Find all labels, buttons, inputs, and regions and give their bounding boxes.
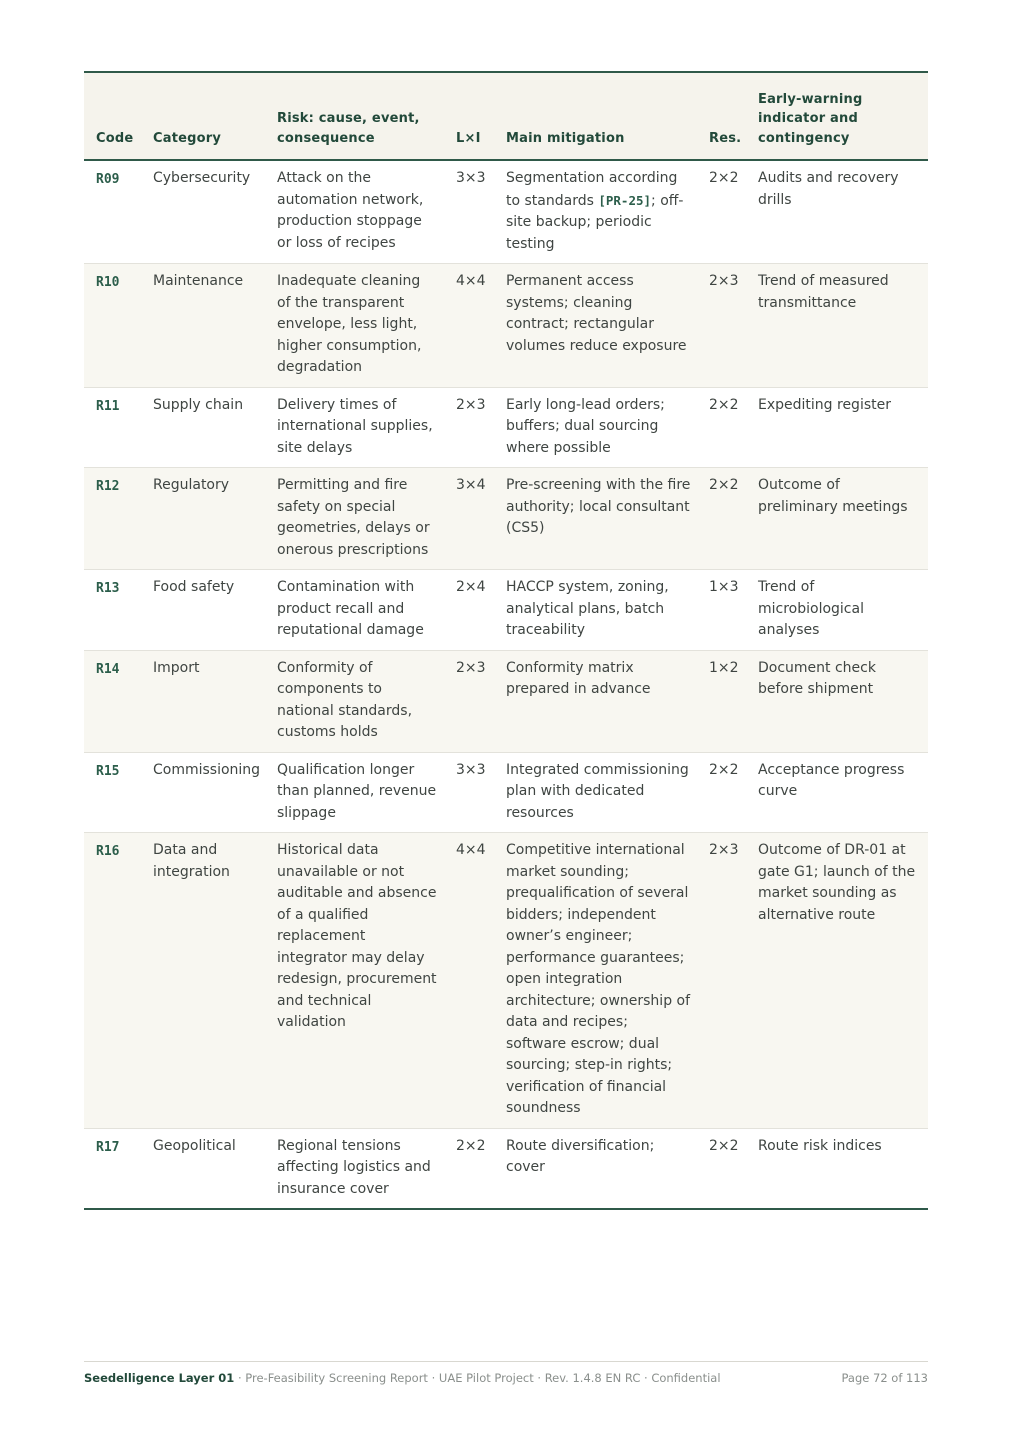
main-mitigation: Early long-lead orders; buffers; dual sourcing where possible <box>506 396 665 456</box>
reference-link[interactable]: [PR-25] <box>598 192 652 208</box>
table-row <box>84 752 928 833</box>
table-header <box>84 72 928 160</box>
likelihood-impact: 2×2 <box>456 1137 486 1154</box>
risk-category: Data and integration <box>153 842 230 880</box>
risk-code: R14 <box>96 661 120 677</box>
risk-category: Maintenance <box>153 273 244 289</box>
residual-rating: 2×2 <box>709 477 739 493</box>
likelihood-impact: 3×3 <box>456 761 486 778</box>
risk-code: R10 <box>96 275 120 290</box>
risk-category: Geopolitical <box>153 1137 236 1154</box>
likelihood-impact: 4×4 <box>456 842 486 858</box>
early-warning-indicator: Audits and recovery drills <box>758 170 899 208</box>
risk-code: R16 <box>96 844 120 859</box>
main-mitigation: Competitive international market sounding; prequalification of several bidders; independent owner’s engineer; performance guarantees; open integration architecture; ownership of data and recipes; software escrow; dual sourcing; step-in rights; verification of financial soundness <box>506 842 691 1116</box>
table-row <box>84 650 928 752</box>
risk-code: R12 <box>96 479 120 494</box>
header-residual: Res. <box>709 130 742 146</box>
header-mitigation: Main mitigation <box>506 130 625 146</box>
footer-document-info <box>84 1371 721 1385</box>
mitigation-text: ; off-site backup; periodic testing <box>506 192 684 252</box>
risk-category: Commissioning <box>153 761 261 778</box>
early-warning-indicator: Acceptance progress curve <box>758 761 905 799</box>
risk-description: Regional tensions affecting logistics and insurance cover <box>277 1137 431 1197</box>
table-body <box>84 160 928 1209</box>
footer-brand: Seedelligence Layer 01 <box>84 1371 235 1385</box>
risk-category: Food safety <box>153 579 235 595</box>
likelihood-impact: 2×3 <box>456 659 486 676</box>
residual-rating: 2×3 <box>709 273 739 289</box>
likelihood-impact: 2×3 <box>456 396 486 413</box>
likelihood-impact: 3×3 <box>456 170 486 186</box>
early-warning-indicator: Outcome of preliminary meetings <box>758 477 908 515</box>
likelihood-impact: 3×4 <box>456 477 486 493</box>
table-row <box>84 160 928 264</box>
header-code: Code <box>96 130 134 146</box>
residual-rating: 1×3 <box>709 579 739 595</box>
early-warning-indicator: Route risk indices <box>758 1137 882 1154</box>
main-mitigation: Conformity matrix prepared in advance <box>506 659 651 697</box>
early-warning-indicator: Trend of microbiological analyses <box>758 579 864 638</box>
early-warning-indicator: Outcome of DR-01 at gate G1; launch of the market sounding as alternative route <box>758 842 916 923</box>
early-warning-indicator: Trend of measured transmittance <box>758 273 889 311</box>
main-mitigation: Route diversification; cover <box>506 1137 655 1175</box>
footer-details: · Pre-Feasibility Screening Report · UAE Pilot Project · Rev. 1.4.8 EN RC · Confidential <box>234 1371 721 1385</box>
main-mitigation: HACCP system, zoning, analytical plans, batch traceability <box>506 579 669 638</box>
page-footer <box>84 1361 928 1385</box>
header-category: Category <box>153 130 222 146</box>
risk-description: Conformity of components to national standards, customs holds <box>277 659 413 740</box>
risk-description: Permitting and fire safety on special geometries, delays or onerous prescriptions <box>277 477 430 558</box>
header-indicator: Early-warning indicator and contingency <box>758 91 863 146</box>
main-mitigation: Permanent access systems; cleaning contract; rectangular volumes reduce exposure <box>506 273 687 354</box>
risk-category: Cybersecurity <box>153 170 251 186</box>
risk-description: Qualification longer than planned, revenue slippage <box>277 761 437 821</box>
main-mitigation: Integrated commissioning plan with dedicated resources <box>506 761 689 821</box>
risk-category: Supply chain <box>153 396 244 413</box>
table-row <box>84 387 928 468</box>
risk-description: Contamination with product recall and reputational damage <box>277 579 424 638</box>
table-row <box>84 264 928 388</box>
header-likelihood-impact: L×I <box>456 130 481 146</box>
residual-rating: 2×2 <box>709 170 739 186</box>
residual-rating: 2×2 <box>709 396 739 413</box>
risk-code: R13 <box>96 581 120 596</box>
residual-rating: 2×3 <box>709 842 739 858</box>
risk-description: Delivery times of international supplies, site delays <box>277 396 433 456</box>
risk-description: Attack on the automation network, production stoppage or loss of recipes <box>277 170 424 251</box>
main-mitigation: Pre-screening with the fire authority; local consultant (CS5) <box>506 477 691 536</box>
early-warning-indicator: Expediting register <box>758 396 891 413</box>
risk-description: Inadequate cleaning of the transparent envelope, less light, higher consumption, degradation <box>277 273 422 375</box>
risk-code: R17 <box>96 1139 120 1155</box>
risk-description: Historical data unavailable or not auditable and absence of a qualified replacement integrator may delay redesign, procurement and technical validation <box>277 842 437 1030</box>
risk-code: R15 <box>96 763 120 779</box>
risk-register-table <box>84 71 928 1210</box>
mitigation-text: Segmentation according to standards <box>506 170 678 209</box>
document-page <box>84 71 928 1210</box>
residual-rating: 2×2 <box>709 761 739 778</box>
risk-code: R11 <box>96 398 120 414</box>
risk-code: R09 <box>96 172 120 187</box>
risk-category: Import <box>153 659 200 676</box>
likelihood-impact: 2×4 <box>456 579 486 595</box>
table-row <box>84 833 928 1129</box>
residual-rating: 1×2 <box>709 659 739 676</box>
header-risk: Risk: cause, event, consequence <box>277 111 420 146</box>
risk-category: Regulatory <box>153 477 230 493</box>
main-mitigation <box>494 160 697 264</box>
likelihood-impact: 4×4 <box>456 273 486 289</box>
page-number: Page 72 of 113 <box>841 1371 928 1385</box>
table-row <box>84 1128 928 1209</box>
early-warning-indicator: Document check before shipment <box>758 659 876 697</box>
table-row <box>84 468 928 570</box>
table-row <box>84 570 928 651</box>
residual-rating: 2×2 <box>709 1137 739 1154</box>
